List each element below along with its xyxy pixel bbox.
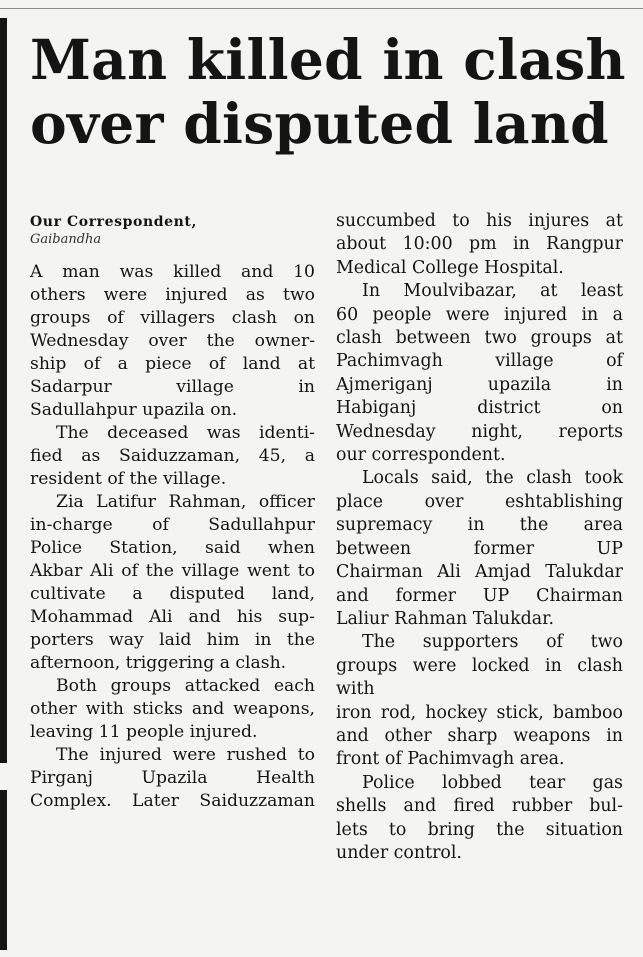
text-line: iron rod, hockey stick, bamboo xyxy=(336,702,623,723)
text-line: supremacy in the area xyxy=(336,515,623,536)
text-line: A man was killed and 10 xyxy=(30,262,315,282)
article-column-2 xyxy=(336,210,623,865)
text-line: Ajmeriganj upazila in xyxy=(336,374,623,395)
column-1-body xyxy=(30,261,315,813)
text-line: ship of a piece of land at xyxy=(30,354,315,374)
headline-line: over disputed land xyxy=(30,91,609,156)
text-line: other with sticks and weapons, xyxy=(30,699,315,719)
text-line: others were injured as two xyxy=(30,285,315,305)
article-column-1 xyxy=(30,213,315,813)
text-line: Complex. Later Saiduzzaman xyxy=(30,791,315,811)
text-line: about 10:00 pm in Rangpur xyxy=(336,234,623,255)
text-line: lets to bring the situation xyxy=(336,819,623,840)
text-line: Wednesday over the owner- xyxy=(30,331,315,351)
headline-line: Man killed in clash xyxy=(30,27,626,92)
text-line: Both groups attacked each xyxy=(56,676,315,696)
text-line: front of Pachimvagh area. xyxy=(336,749,565,770)
text-line: afternoon, triggering a clash. xyxy=(30,653,287,673)
text-line: and other sharp weapons in xyxy=(336,725,623,746)
top-rule xyxy=(0,0,643,9)
text-line: porters way laid him in the xyxy=(30,630,315,650)
left-column-rule xyxy=(0,18,7,763)
text-line: in-charge of Sadullahpur xyxy=(30,515,315,535)
text-line: Pirganj Upazila Health xyxy=(30,768,315,788)
text-line: Police lobbed tear gas xyxy=(362,772,623,793)
left-column-rule-lower xyxy=(0,790,7,950)
text-line: Zia Latifur Rahman, officer xyxy=(56,492,315,512)
text-line: 60 people were injured in a xyxy=(336,304,623,325)
text-line: In Moulvibazar, at least xyxy=(362,281,623,302)
text-line: Sadullahpur upazila on. xyxy=(30,400,238,420)
text-line: Habiganj district on xyxy=(336,398,623,419)
text-line: place over eshtablishing xyxy=(336,491,623,512)
text-line: under control. xyxy=(336,842,462,863)
text-line: shells and fired rubber bul- xyxy=(336,796,623,817)
text-line: groups of villagers clash on xyxy=(30,308,315,328)
headline xyxy=(30,28,630,156)
text-line: Sadarpur village in xyxy=(30,377,315,397)
text-line: Locals said, the clash took xyxy=(362,468,623,489)
text-line: The supporters of two xyxy=(362,632,623,653)
text-line: leaving 11 people injured. xyxy=(30,722,258,742)
text-line: Laliur Rahman Talukdar. xyxy=(336,608,555,629)
text-line: Wednesday night, reports xyxy=(336,421,623,442)
text-line: The injured were rushed to xyxy=(56,745,315,765)
dateline: Gaibandha xyxy=(30,232,102,247)
text-line: Mohammad Ali and his sup- xyxy=(30,607,315,627)
text-line: clash between two groups at xyxy=(336,328,623,349)
byline: Our Correspondent, xyxy=(30,214,197,230)
text-line: succumbed to his injures at xyxy=(336,211,623,231)
text-line: and former UP Chairman xyxy=(336,585,623,606)
text-line: Chairman Ali Amjad Talukdar xyxy=(336,562,623,583)
column-2-body xyxy=(336,210,623,865)
text-line: Pachimvagh village of xyxy=(336,351,623,372)
text-line: Medical College Hospital. xyxy=(336,257,564,278)
text-line: groups were locked in clash with xyxy=(336,655,623,700)
text-line: fied as Saiduzzaman, 45, a xyxy=(30,446,315,466)
text-line: The deceased was identi- xyxy=(56,423,315,443)
text-line: between former UP xyxy=(336,538,623,559)
text-line: Akbar Ali of the village went to xyxy=(30,561,315,581)
text-line: cultivate a disputed land, xyxy=(30,584,315,604)
text-line: resident of the village. xyxy=(30,469,227,489)
text-line: our correspondent. xyxy=(336,445,506,466)
text-line: Police Station, said when xyxy=(30,538,315,558)
